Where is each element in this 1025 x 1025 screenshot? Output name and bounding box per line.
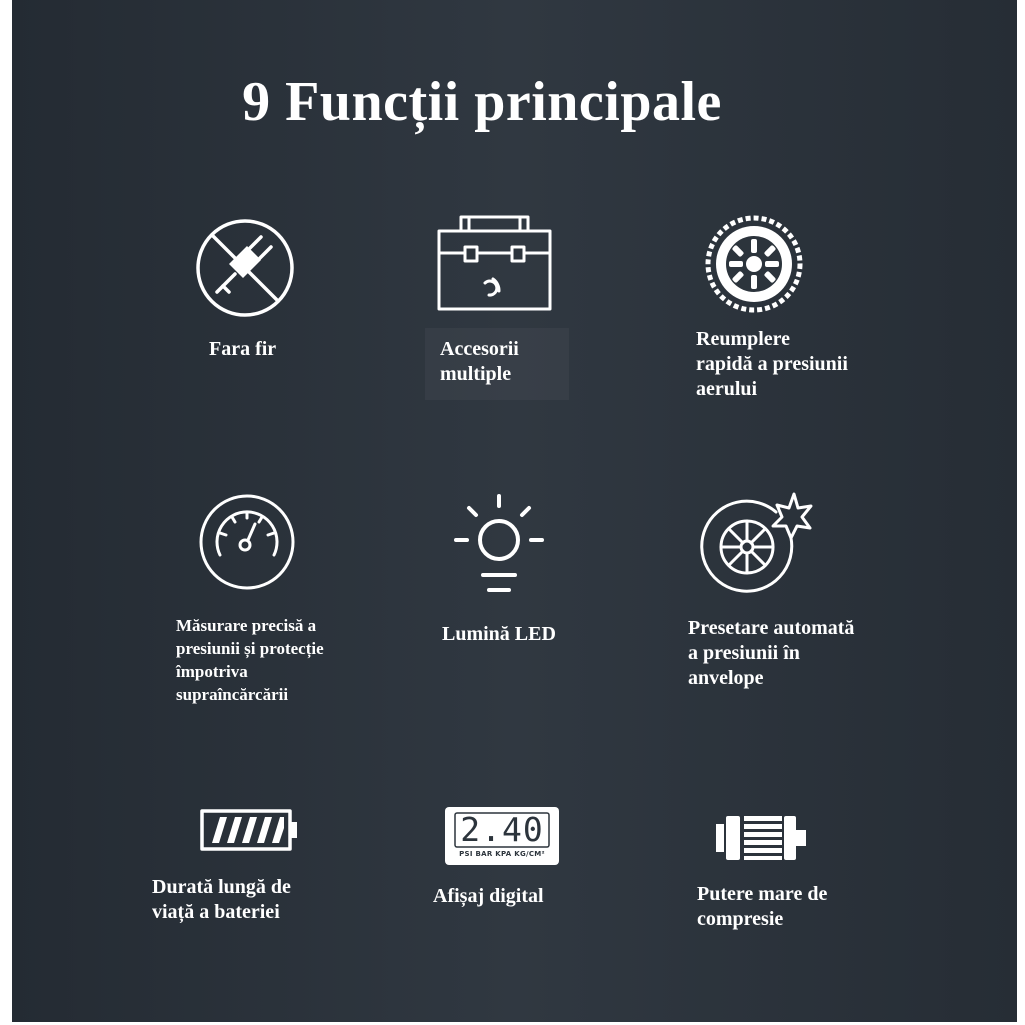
battery-icon bbox=[200, 808, 300, 852]
feature-label-fast-inflate: Reumplere rapidă a presiunii aerului bbox=[696, 328, 848, 400]
feature-label-auto-preset: Presetare automată a presiunii în anvelope bbox=[688, 617, 855, 689]
tire-icon bbox=[705, 215, 803, 313]
no-plug-icon bbox=[195, 218, 295, 318]
feature-label-led: Lumină LED bbox=[442, 623, 556, 645]
feature-label-compression: Putere mare de compresie bbox=[697, 883, 828, 930]
digital-display-icon bbox=[445, 807, 559, 865]
feature-label-accessories: Accesorii multiple bbox=[440, 338, 519, 385]
feature-label-battery-life: Durată lungă de viață a bateriei bbox=[152, 876, 291, 923]
light-bulb-icon bbox=[453, 490, 545, 600]
feature-panel bbox=[12, 0, 1017, 1022]
gauge-icon bbox=[198, 493, 296, 591]
display-units: PSI BAR KPA KG/CM² bbox=[459, 850, 545, 858]
toolbox-icon bbox=[437, 215, 552, 313]
motor-icon bbox=[716, 812, 808, 864]
feature-label-pressure-measure: Măsurare precisă a presiunii și protecție împotriva supraîncărcării bbox=[176, 616, 324, 704]
feature-label-digital-display: Afișaj digital bbox=[433, 885, 544, 907]
tire-star-icon bbox=[698, 490, 813, 600]
feature-label-wireless: Fara fir bbox=[209, 338, 277, 360]
page-title: 9 Funcții principale bbox=[242, 71, 722, 133]
display-value: 2.40 bbox=[460, 810, 544, 849]
